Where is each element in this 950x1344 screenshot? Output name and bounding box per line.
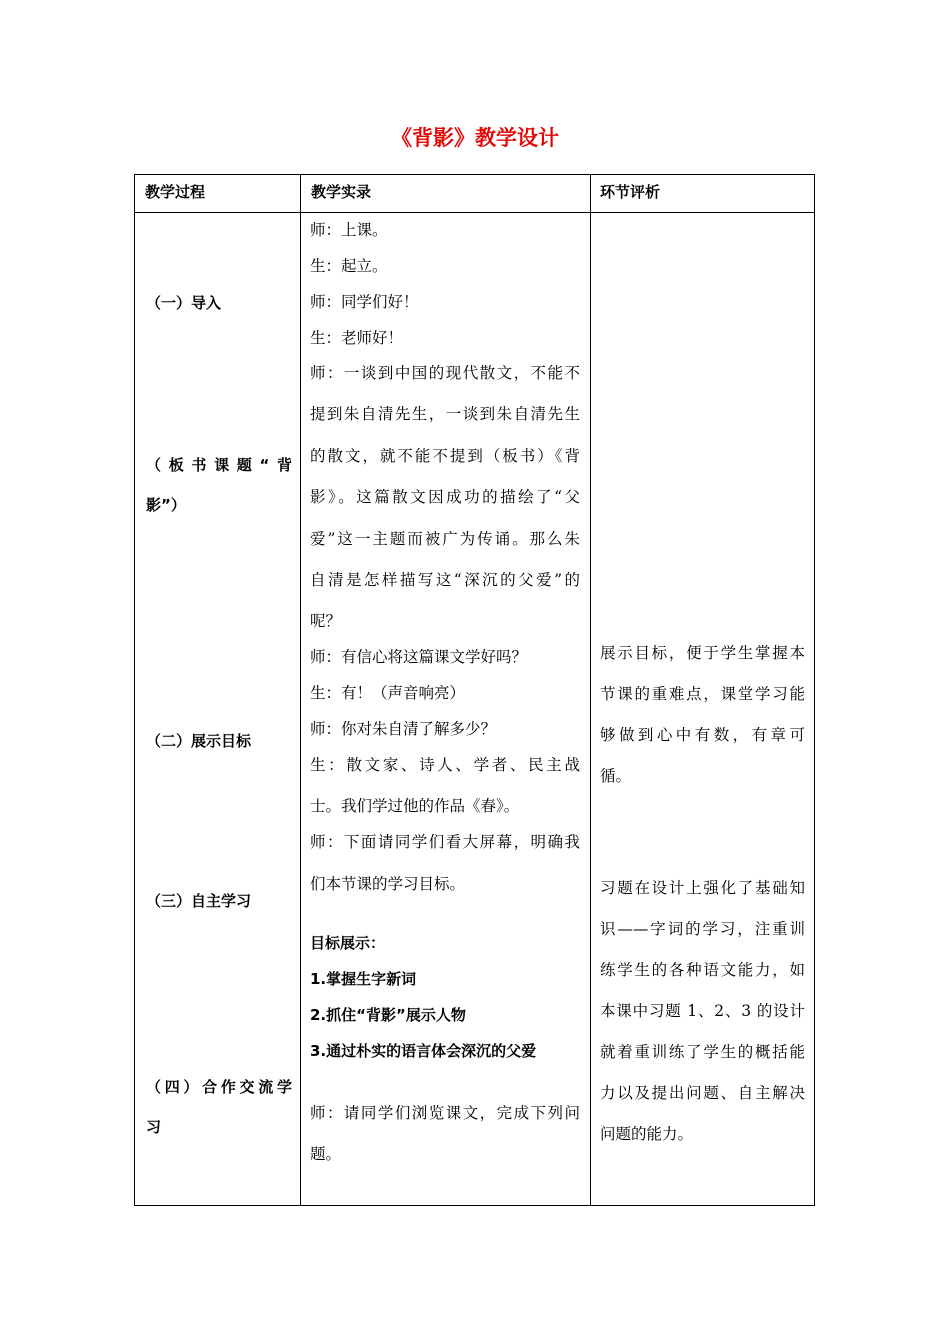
record-line: 师：有信心将这篇课文学好吗？ <box>310 648 528 666</box>
comment-line: 就着重训练了学生的概括能 <box>600 1043 805 1061</box>
column-divider <box>590 174 591 1206</box>
comment-line: 本课中习题 1、2、3 的设计 <box>600 1002 805 1020</box>
record-line: 提到朱自清先生，一谈到朱自清先生 <box>310 405 580 423</box>
record-line: 影》。这篇散文因成功的描绘了“父 <box>310 488 580 506</box>
stage-intro: （一）导入 <box>146 294 222 312</box>
record-line: 呢？ <box>310 612 342 630</box>
column-divider <box>300 174 301 1206</box>
comment-line: 循。 <box>600 767 632 785</box>
record-line: 生：老师好！ <box>310 329 404 347</box>
record-line: 师：上课。 <box>310 221 388 239</box>
record-line: 生：有！（声音响亮） <box>310 684 466 702</box>
goal-item: 2.抓住“背影”展示人物 <box>310 1006 466 1024</box>
stage-goals: （二）展示目标 <box>146 732 252 750</box>
record-line: 师：下面请同学们看大屏幕，明确我 <box>310 833 580 851</box>
comment-line: 够做到心中有数，有章可 <box>600 726 805 744</box>
record-line: 们本节课的学习目标。 <box>310 875 466 893</box>
record-line: 生：起立。 <box>310 257 388 275</box>
record-line: 爱”这一主题而被广为传诵。那么朱 <box>310 530 580 548</box>
stage-self-study: （三）自主学习 <box>146 892 252 910</box>
stage-coop-line-2: 习 <box>146 1118 162 1136</box>
record-line: 的散文，就不能不提到（板书）《背 <box>310 447 580 465</box>
goal-item: 3.通过朴实的语言体会深沉的父爱 <box>310 1042 537 1060</box>
document-title: 《背影》教学设计 <box>391 126 559 150</box>
header-divider <box>134 212 815 213</box>
record-line: 士。我们学过他的作品《春》。 <box>310 797 520 815</box>
stage-board-line-1: （板书课题“背 <box>146 456 292 474</box>
record-line: 师：你对朱自清了解多少？ <box>310 720 497 738</box>
comment-line: 识——字词的学习，注重训 <box>600 920 805 938</box>
comment-line: 展示目标，便于学生掌握本 <box>600 644 805 662</box>
stage-board-line-2: 影”） <box>146 496 186 514</box>
header-comment: 环节评析 <box>600 183 661 201</box>
stage-coop-line-1: （四）合作交流学 <box>146 1078 292 1096</box>
goal-item: 1.掌握生字新词 <box>310 970 417 988</box>
record-line: 题。 <box>310 1145 342 1163</box>
goals-heading: 目标展示： <box>310 934 386 952</box>
record-line: 师：同学们好！ <box>310 293 419 311</box>
record-line: 生：散文家、诗人、学者、民主战 <box>310 756 580 774</box>
record-line: 师：一谈到中国的现代散文，不能不 <box>310 364 580 382</box>
comment-line: 习题在设计上强化了基础知 <box>600 879 805 897</box>
record-line: 自清是怎样描写这“深沉的父爱”的 <box>310 571 580 589</box>
comment-line: 力以及提出问题、自主解决 <box>600 1084 805 1102</box>
comment-line: 节课的重难点，课堂学习能 <box>600 685 805 703</box>
header-record: 教学实录 <box>311 183 372 201</box>
comment-line: 问题的能力。 <box>600 1125 694 1143</box>
record-line: 师：请同学们浏览课文，完成下列问 <box>310 1104 580 1122</box>
comment-line: 练学生的各种语文能力，如 <box>600 961 805 979</box>
header-process: 教学过程 <box>145 183 206 201</box>
